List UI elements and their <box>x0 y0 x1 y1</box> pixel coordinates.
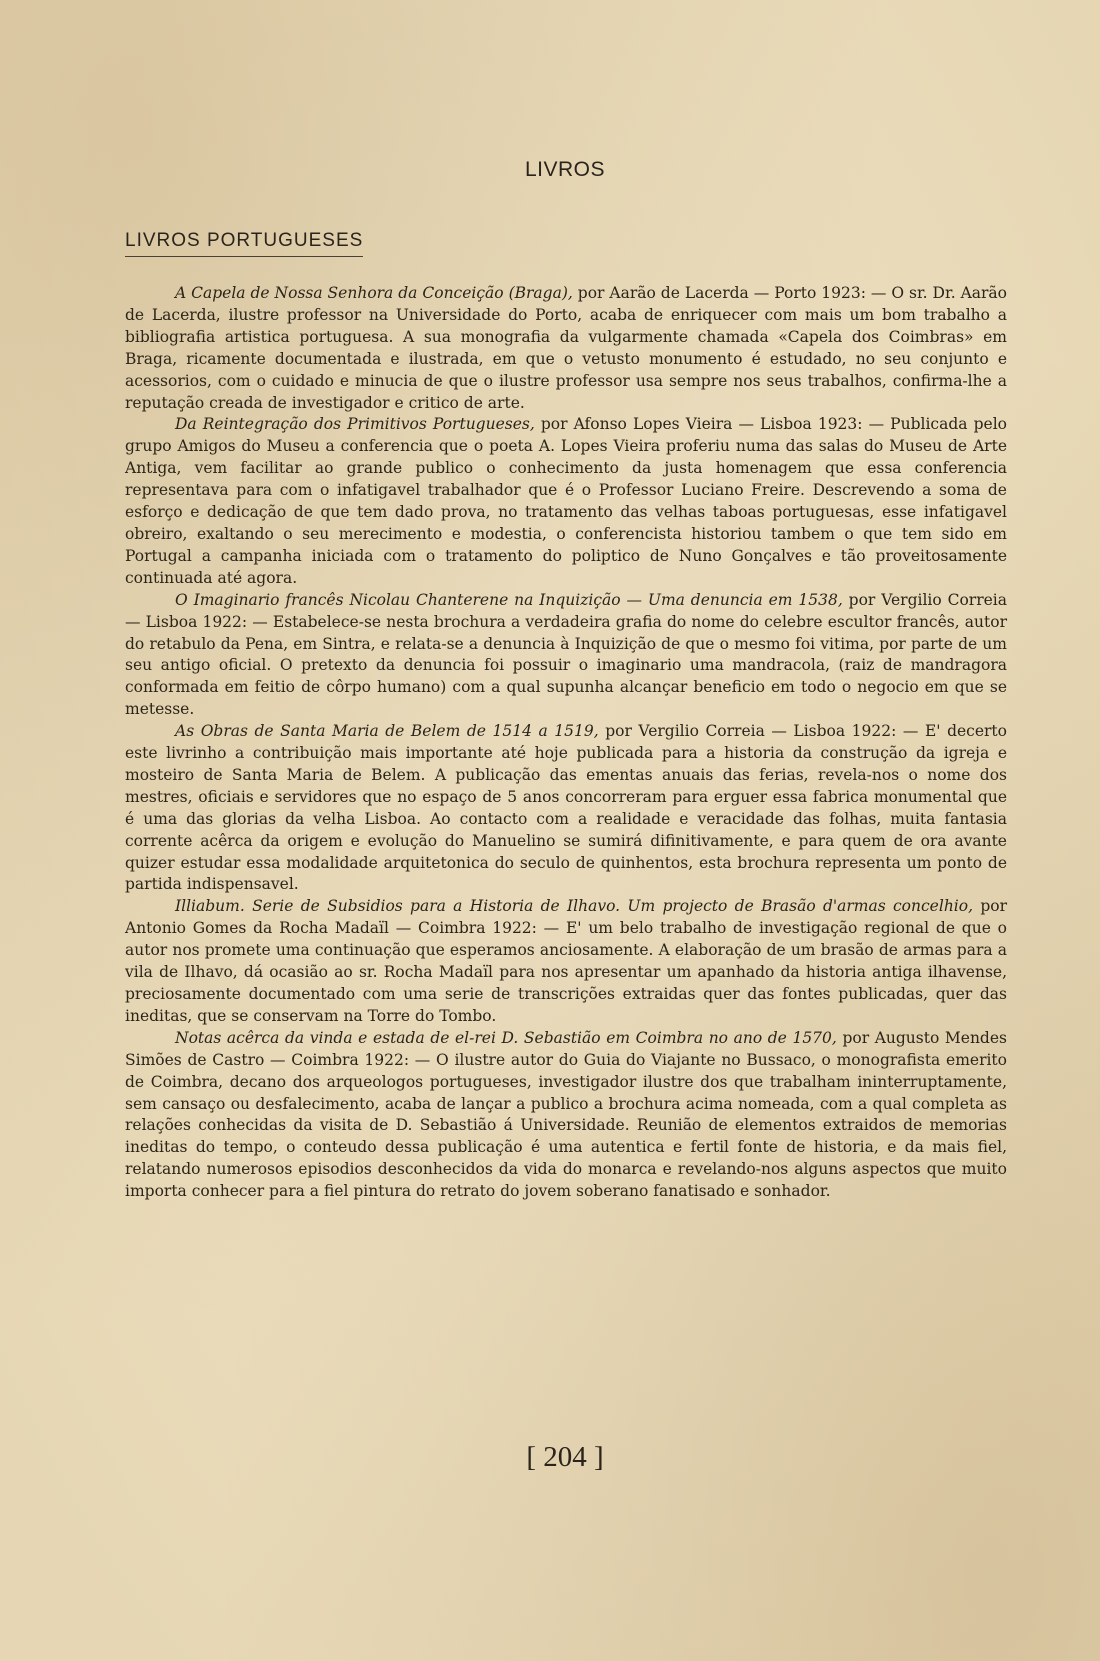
review-body: por Augusto Mendes Simões de Castro — Coimbra 1922: — O ilustre autor do Guia do Viajante no Bussaco, o monografista emerito de Coimbra, decano dos arqueologos portugueses, investigador ilustre dos que trabalham ininterruptamente, sem cansaço ou desfalecimento, acaba de lançar a publico a brochura acima nomeada, com a qual completa as relações conhecidas da visita de D. Sebastião á Universidade. Reunião de elementos extraidos de memorias ineditas do tempo, o conteudo dessa publicação é uma autentica e fertil fonte de historia, e da mais fiel, relatando numerosos episodios desconhecidos da vida do monarca e revelando-nos alguns aspectos que muito importa conhecer para a fiel pintura do retrato do jovem soberano fanatisado e sonhador. <box>125 1028 1007 1201</box>
review-entry <box>125 414 1007 589</box>
review-entry <box>125 896 1007 1027</box>
book-title: Notas acêrca da vinda e estada de el-rei D. Sebastião em Coimbra no ano de 1570, <box>175 1028 837 1047</box>
review-entry <box>125 1028 1007 1203</box>
review-entry <box>125 721 1007 896</box>
review-entry <box>125 590 1007 721</box>
page-number: [ 204 ] <box>526 1441 604 1473</box>
reviews-text-block <box>125 283 1007 1203</box>
section-heading: LIVROS PORTUGUESES <box>125 230 363 257</box>
book-title: As Obras de Santa Maria de Belem de 1514 a 1519, <box>175 722 599 741</box>
book-title: Da Reintegração dos Primitivos Portugueses, <box>175 415 535 434</box>
page-title: LIVROS <box>524 158 606 181</box>
review-body: por Aarão de Lacerda — Porto 1923: — O sr. Dr. Aarão de Lacerda, ilustre professor na Universidade do Porto, acaba de enriquecer com mais um bom trabalho a bibliografia artistica portuguesa. A sua monografia da vulgarmente chamada «Capela dos Coimbras» em Braga, ricamente documentada e ilustrada, em que o vetusto monumento é estudado, no seu conjunto e acessorios, com o cuidado e minucia de que o ilustre professor usa sempre nos seus trabalhos, confirma-lhe a reputação creada de investigador e critico de arte. <box>125 284 1007 412</box>
review-body: por Antonio Gomes da Rocha Madaïl — Coimbra 1922: — E' um belo trabalho de investigação regional de que o autor nos promete uma continuação que esperamos anciosamente. A elaboração de um brasão de armas para a vila de Ilhavo, dá ocasião ao sr. Rocha Madaïl para nos apresentar um apanhado da historia antiga ilhavense, preciosamente documentado com uma serie de transcrições extraidas quer das fontes publicadas, quer das ineditas, que se conservam na Torre do Tombo. <box>125 897 1007 1025</box>
review-body: por Vergilio Correia — Lisboa 1922: — Estabelece-se nesta brochura a verdadeira grafia do nome do celebre escultor francês, autor do retabulo da Pena, em Sintra, e relata-se a denuncia à Inquizição de que o mesmo foi vitima, por parte de um seu antigo oficial. O pretexto da denuncia foi possuir o imaginario uma mandracola, (raiz de mandragora conformada em feitio de côrpo humano) com a qual supunha alcançar beneficio em todo o negocio em que se metesse. <box>125 590 1007 719</box>
review-body: por Afonso Lopes Vieira — Lisboa 1923: — Publicada pelo grupo Amigos do Museu a conferencia que o poeta A. Lopes Vieira proferiu numa das salas do Museu de Arte Antiga, vem facilitar ao grande publico o conhecimento da justa homenagem que essa conferencia representava para com o infatigavel trabalhador que é o Professor Luciano Freire. Descrevendo a soma de esforço e dedicação de que tem dado prova, no tratamento das velhas taboas portuguesas, esse infatigavel obreiro, exaltando o seu merecimento e modestia, o conferencista historiou tambem o que tem sido em Portugal a campanha iniciada com o tratamento do poliptico de Nuno Gonçalves e tão proveitosamente continuada até agora. <box>125 415 1007 587</box>
book-title: Illiabum. Serie de Subsidios para a Historia de Ilhavo. Um projecto de Brasão d'armas concelhio, <box>175 897 974 916</box>
book-title: A Capela de Nossa Senhora da Conceição (Braga), <box>175 284 573 302</box>
book-title: O Imaginario francês Nicolau Chanterene na Inquizição — Uma denuncia em 1538, <box>175 590 843 609</box>
review-entry <box>125 283 1007 414</box>
review-body: por Vergilio Correia — Lisboa 1922: — E' decerto este livrinho a contribuição mais importante até hoje publicada para a historia da construção da igreja e mosteiro de Santa Maria de Belem. A publicação das ementas anuais das ferias, revela-nos o nome dos mestres, oficiais e servidores que no espaço de 5 anos concorreram para erguer essa fabrica monumental que é uma das glorias da velha Lisboa. Ao contacto com a realidade e veracidade das folhas, muita fantasia corrente acêrca da origem e evolução do Manuelino se sumirá difinitivamente, e para quem de ora avante quizer estudar essa modalidade arquitetonica do seculo de quinhentos, esta brochura representa um ponto de partida indispensavel. <box>125 722 1007 894</box>
